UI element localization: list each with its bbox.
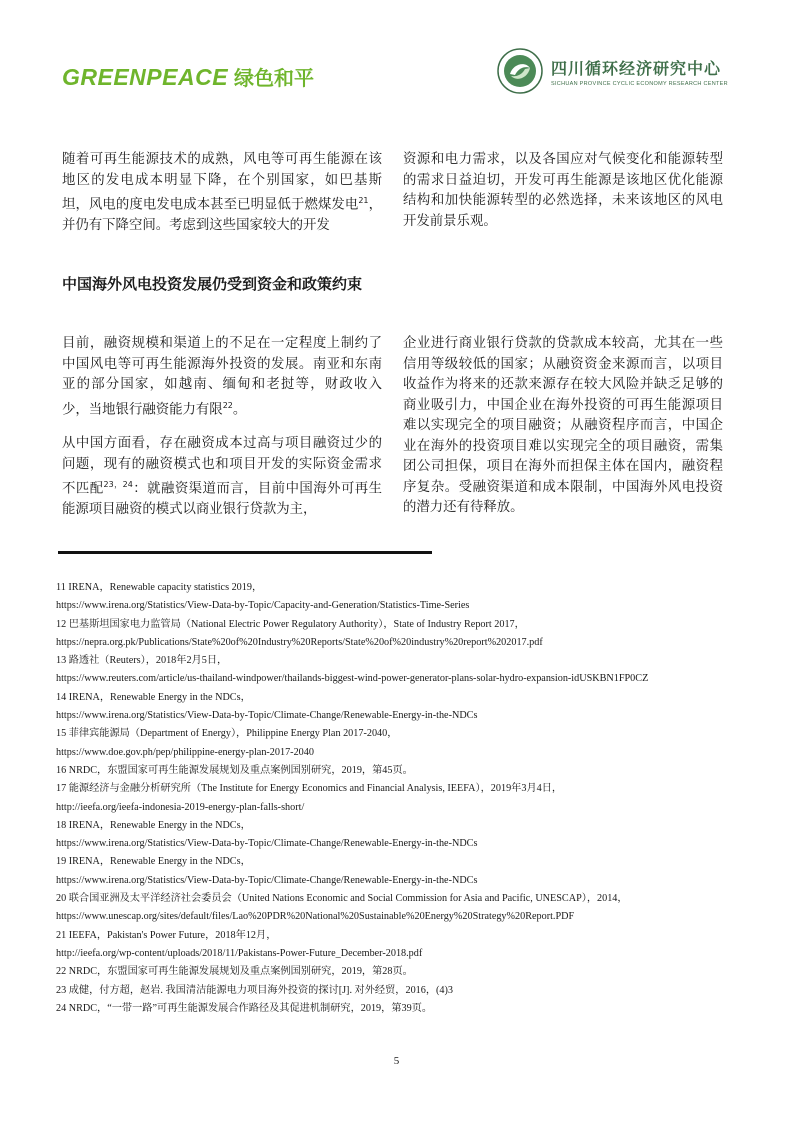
footnote-url[interactable]: https://www.irena.org/Statistics/View-Data-by-Topic/Climate-Change/Renewable-Energy-in-the-NDCs [56, 874, 478, 886]
footnote-line: 12 巴基斯坦国家电力监管局（National Electric Power Regulatory Authority），State of Industry Report 2017， [56, 618, 525, 630]
footnote-url[interactable]: https://www.unescap.org/sites/default/files/Lao%20PDR%20National%20Sustainable%20Energy%20Strategy%20Report.PDF [56, 911, 575, 923]
page-number: 5 [393, 1055, 400, 1067]
text-span: 目前，融资规模和渠道上的不足在一定程度上制约了中国风电等可再生能源海外投资的发展。南亚和东南亚的部分国家，如越南、缅甸和老挝等，财政收入少，当地银行融资能力有限 [62, 336, 382, 417]
section-heading: 中国海外风电投资发展仍受到资金和政策约束 [62, 275, 363, 293]
greenpeace-logo-text: GREENPEACE [62, 64, 229, 90]
section-right-column [403, 334, 723, 519]
footnote-line: 24 NRDC，“一带一路”可再生能源发展合作路径及其促进机制研究，2019，第39页。 [56, 1002, 433, 1014]
footnote-line: 15 菲律宾能源局（Department of Energy），Philippine Energy Plan 2017-2040， [56, 728, 398, 740]
greenpeace-logo-cn: 绿色和平 [234, 66, 315, 90]
intro-left-column [62, 150, 382, 236]
text-span: 从中国方面看，存在融资成本过高与项目融资过少的问题，现有的融资模式也和项目开发的实际资金需求不匹配 [62, 436, 382, 497]
footnote-line: 13 路透社（Reuters），2018年2月5日， [56, 655, 228, 667]
footnote-ref: 21 [358, 196, 369, 205]
footnote-url[interactable]: https://www.doe.gov.ph/pep/philippine-energy-plan-2017-2040 [56, 746, 314, 758]
section-paragraph [62, 434, 382, 520]
text-span: ：就融资渠道而言，目前中国海外可再生能源项目融资的模式以商业银行贷款为主， [62, 481, 383, 518]
research-center-name-en: SICHUAN PROVINCE CYCLIC ECONOMY RESEARCH CENTER [551, 80, 728, 87]
text-span: 。 [232, 401, 247, 417]
footnote-url[interactable]: http://ieefa.org/wp-content/uploads/2018/11/Pakistans-Power-Future_December-2018.pdf [56, 947, 423, 959]
footnote-line: 17 能源经济与金融分析研究所（The Institute for Energy Economics and Financial Analysis, IEEFA），2019年3月4日， [56, 783, 563, 795]
footnote-url[interactable]: http://ieefa.org/ieefa-indonesia-2019-energy-plan-falls-short/ [56, 801, 305, 813]
greenpeace-logo [62, 62, 314, 91]
footnote-line: 16 NRDC，东盟国家可再生能源发展规划及重点案例国别研究，2019，第45页。 [56, 764, 413, 776]
footnote-line: 18 IRENA，Renewable Energy in the NDCs， [56, 819, 251, 831]
text-span: ，并仍有下降空间。考虑到这些国家较大的开发 [62, 197, 383, 233]
section-paragraph-continued: 企业进行商业银行贷款的贷款成本较高，尤其在一些信用等级较低的国家；从融资资金来源而言，以项目收益作为将来的还款来源存在较大风险并缺乏足够的商业吸引力，中国企业在海外投资的可再生能源项目难以实现完全的项目融资；从融资程序而言，中国企业在海外的投资项目难以实现完全的项目融资，需集团公司担保，项目在海外而担保主体在国内，融资程序复杂。受融资渠道和成本限制，中国海外风电投资的潜力还有待释放。 [403, 336, 723, 515]
text-span: 随着可再生能源技术的成熟，风电等可再生能源在该地区的发电成本明显下降，在个别国家，如巴基斯坦，风电的度电发电成本甚至已明显低于燃煤发电 [62, 152, 382, 213]
footnotes [56, 579, 746, 1018]
footnote-url[interactable]: https://www.reuters.com/article/us-thailand-windpower/thailands-biggest-wind-power-generator-plans-solar-hydro-expansion-idUSKBN1FP0CZ [56, 673, 649, 685]
intro-right-column [403, 150, 723, 232]
research-center-logo [497, 48, 728, 94]
footnote-line: 21 IEEFA，Pakistan's Power Future，2018年12月， [56, 929, 277, 941]
footnote-line: 14 IRENA，Renewable Energy in the NDCs， [56, 691, 251, 703]
footnote-url[interactable]: https://nepra.org.pk/Publications/State%20of%20Industry%20Reports/State%20of%20industry%20report%202017.pdf [56, 636, 543, 648]
footnote-line: 23 成健，付方超，赵岩. 我国清洁能源电力项目海外投资的探讨[J]. 对外经贸，2016，(4)3 [56, 984, 454, 996]
footnote-line: 20 联合国亚洲及太平洋经济社会委员会（United Nations Economic and Social Commission for Asia and Pacific, UNESCAP），2014， [56, 893, 628, 905]
footnote-url[interactable]: https://www.irena.org/Statistics/View-Data-by-Topic/Capacity-and-Generation/Statistics-Time-Series [56, 600, 470, 612]
footnote-ref: 23，24 [103, 480, 133, 490]
intro-paragraph [62, 150, 382, 236]
footnote-line: 22 NRDC，东盟国家可再生能源发展规划及重点案例国别研究，2019，第28页。 [56, 966, 413, 978]
footnote-url[interactable]: https://www.irena.org/Statistics/View-Data-by-Topic/Climate-Change/Renewable-Energy-in-the-NDCs [56, 838, 478, 850]
section-paragraph [62, 334, 382, 420]
footnote-line: 19 IRENA，Renewable Energy in the NDCs， [56, 856, 251, 868]
research-center-emblem-icon [497, 48, 543, 94]
footnote-divider [58, 551, 432, 554]
footnote-url[interactable]: https://www.irena.org/Statistics/View-Data-by-Topic/Climate-Change/Renewable-Energy-in-the-NDCs [56, 710, 478, 722]
section-left-column [62, 334, 382, 521]
intro-paragraph-continued: 资源和电力需求，以及各国应对气候变化和能源转型的需求日益迫切，开发可再生能源是该地区优化能源结构和加快能源转型的必然选择，未来该地区的风电开发前景乐观。 [403, 152, 723, 229]
footnote-line: 11 IRENA，Renewable capacity statistics 2019， [56, 582, 263, 593]
research-center-name: 四川循环经济研究中心 [551, 58, 722, 78]
footnote-ref: 22 [222, 400, 233, 410]
